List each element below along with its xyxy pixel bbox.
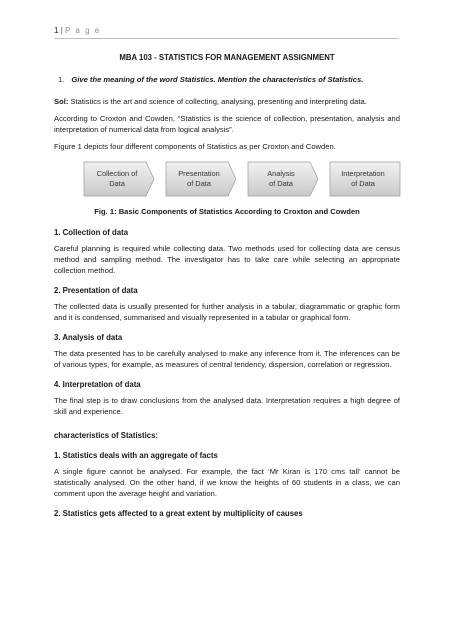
diagram-box [330,162,400,196]
characteristics-sections [54,450,400,519]
assignment-title: MBA 103 - STATISTICS FOR MANAGEMENT ASSIGNMENT [119,53,335,62]
diagram-box-label: of Data [351,179,375,188]
characteristic-heading: 1. Statistics deals with an aggregate of facts [54,451,218,460]
characteristic-section [54,450,400,499]
components-diagram [82,158,385,200]
component-section [54,227,400,276]
characteristic-body: A single figure cannot be analysed. For example, the fact ‘Mr Kiran is 170 cms tall’ cannot be statistically analysed. On the other hand, if we know the heights of 60 students in a class, we can comment upon the average height and variation. [54,467,400,498]
figure-1 [54,158,400,206]
component-section [54,379,400,417]
component-heading: 4. Interpretation of data [54,380,141,389]
solution-label: Sol: [54,97,69,106]
component-section [54,332,400,370]
question-text: Give the meaning of the word Statistics. Mention the characteristics of Statistics. [71,75,364,84]
question-number: 1. [58,75,65,84]
solution-paragraph [54,96,400,107]
diagram-box-label: Collection of [96,169,138,178]
diagram-box-label: Data [109,179,125,188]
component-section [54,285,400,323]
diagram-box-label: Analysis [267,169,295,178]
solution-text: Statistics is the art and science of collecting, analysing, presenting and interpreting data. [68,97,367,106]
component-body: The collected data is usually presented for further analysis in a tabular, diagrammatic or graphic form and it is condensed, summarised and visually represented in a tabular or graphical form. [54,302,400,322]
document-body [54,52,400,528]
diagram-box-label: of Data [187,179,211,188]
component-body: Careful planning is required while collecting data. Two methods used for collecting data are census method and sampling method. The investigator has to take care while selecting an appropriate collection method. [54,244,400,275]
page-label: P a g e [65,26,101,35]
page-number: 1 [54,26,59,35]
component-heading: 3. Analysis of data [54,333,123,342]
figure-caption: Fig. 1: Basic Components of Statistics According to Croxton and Cowden [94,207,360,216]
diagram-box [84,162,154,196]
components-sections [54,227,400,417]
characteristics-heading: characteristics of Statistics: [54,431,159,440]
page-header [54,26,399,39]
question [58,74,400,85]
definition-paragraph: According to Croxton and Cowden, “Statistics is the science of collection, presentation, analysis and interpretation of numerical data from logical analysis”. [54,114,400,134]
diagram-box-label: Presentation [178,169,220,178]
page-separator: | [60,26,63,35]
diagram-box-label: Interpretation [341,169,385,178]
component-body: The data presented has to be carefully analysed to make any inference from it. The inferences can be of various types, for example, as measures of central tendency, dispersion, correlation or regression. [54,349,400,369]
diagram-box [166,162,236,196]
characteristic-section [54,508,400,519]
component-heading: 2. Presentation of data [54,286,138,295]
characteristic-heading: 2. Statistics gets affected to a great extent by multiplicity of causes [54,509,303,518]
diagram-box [248,162,318,196]
component-body: The final step is to draw conclusions from the analysed data. Interpretation requires a high degree of skill and experience. [54,396,400,416]
figure-intro-paragraph: Figure 1 depicts four different components of Statistics as per Croxton and Cowden. [54,142,336,151]
diagram-box-label: of Data [269,179,293,188]
component-heading: 1. Collection of data [54,228,129,237]
